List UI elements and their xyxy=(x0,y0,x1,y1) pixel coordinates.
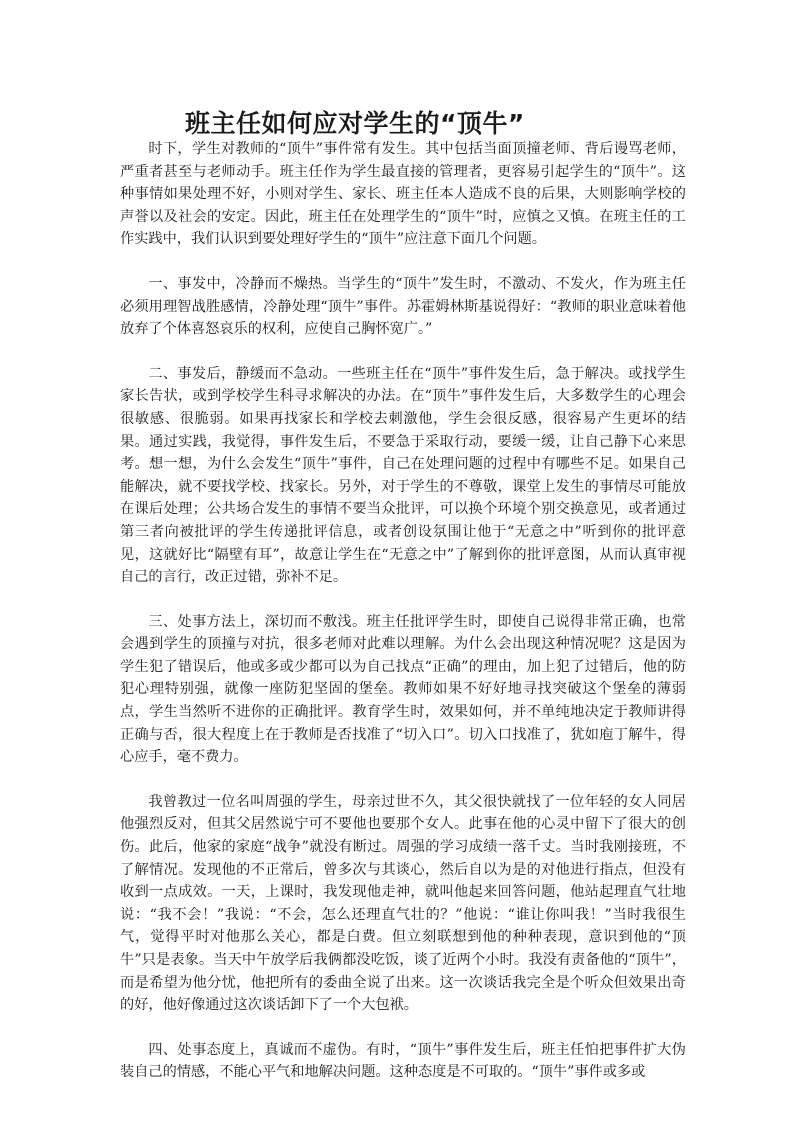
document-title: 班主任如何应对学生的“顶牛” xyxy=(185,109,525,138)
paragraph-intro: 时下，学生对教师的“顶牛”事件常有发生。其中包括当面顶撞老师、背后谩骂老师，严重者甚至与老师动手。班主任作为学生最直接的管理者，更容易引起学生的“顶牛”。这种事情如果处理不好，小则对学生、家长、班主任本人造成不良的后果，大则影响学校的声誉以及社会的安定。因此，班主任在处理学生的“顶牛”时，应慎之又慎。在班主任的工作实践中，我们认识到要处理好学生的“顶牛”应注意下面几个问题。 xyxy=(120,141,686,248)
paragraph-gap xyxy=(120,341,686,363)
paragraph-point-1: 一、事发中，冷静而不燥热。当学生的“顶牛”发生时，不激动、不发火，作为班主任必须用理智战胜感情，冷静处理“顶牛”事件。苏霍姆林斯基说得好：“教师的职业意味着他放弃了个体喜怒哀乐的权利，应使自己胸怀宽广。” xyxy=(120,275,686,338)
paragraph-gap xyxy=(120,769,686,791)
paragraph-example: 我曾教过一位名叫周强的学生，母亲过世不久，其父很快就找了一位年轻的女人同居他强烈反对，但其父居然说宁可不要他也要那个女人。此事在他的心灵中留下了很大的创伤。此后，他家的家庭“战争”就没有断过。周强的学习成绩一落千丈。当时我刚接班，不了解情况。发现他的不正常后，曾多次与其谈心，然后自以为是的对他进行指点，但没有收到一点成效。一天，上课时，我发现他走神，就叫他起来回答问题，他站起理直气壮地说：“我不会！”我说：“不会，怎么还理直气壮的？”他说：“谁让你叫我！”当时我很生气，觉得平时对他那么关心，都是白费。但立刻联想到他的种种表现，意识到他的“顶牛”只是表象。当天中午放学后我俩都没吃饭，谈了近两个小时。我没有责备他的“顶牛”，而是希望为他分忧，他把所有的委曲全说了出来。这一次谈话我完全是个听众但效果出奇的好，他好像通过这次谈话卸下了一个大包袱。 xyxy=(120,793,686,1014)
paragraph-gap xyxy=(120,589,686,611)
paragraph-point-2: 二、事发后，静缓而不急动。一些班主任在“顶牛”事件发生后，急于解决。或找学生家长告状，或到学校学生科寻求解决的办法。在“顶牛”事件发生后，大多数学生的心理会很敏感、很脆弱。如果再找家长和学校去刺激他，学生会很反感，很容易产生更坏的结果。通过实践，我觉得，事件发生后，不要急于采取行动，要缓一缓，让自己静下心来思考。想一想，为什么会发生“顶牛”事件，自己在处理问题的过程中有哪些不足。如果自己能解决，就不要找学校、找家长。另外，对于学生的不尊敬，课堂上发生的事情尽可能放在课后处理；公共场合发生的事情不要当众批评，可以换个环境个别交换意见，或者通过第三者向被批评的学生传递批评信息，或者创设氛围让他于“无意之中”听到你的批评意见，这就好比“隔壁有耳”，故意让学生在“无意之中”了解到你的批评意图，从而认真审视自己的言行，改正过错，弥补不足。 xyxy=(120,365,686,586)
paragraph-point-3: 三、处事方法上，深切而不敷浅。班主任批评学生时，即使自己说得非常正确，也常会遇到学生的顶撞与对抗，很多老师对此难以理解。为什么会出现这种情况呢？这是因为学生犯了错误后，他或多或少都可以为自己找点“正确”的理由，加上犯了过错后，他的防犯心理特别强，就像一座防犯坚固的堡垒。教师如果不好好地寻找突破这个堡垒的薄弱点，学生当然听不进你的正确批评。教育学生时，效果如何，并不单纯地决定于教师讲得正确与否，很大程度上在于教师是否找准了“切入口”。切入口找准了，犹如庖丁解牛，得心应手，毫不费力。 xyxy=(120,613,686,766)
paragraph-gap xyxy=(120,251,686,273)
paragraph-point-4: 四、处事态度上，真诚而不虚伪。有时，“顶牛”事件发生后，班主任怕把事件扩大伪装自己的情感，不能心平气和地解决问题。这种态度是不可取的。“顶牛”事件或多或 xyxy=(120,1041,686,1081)
document-body xyxy=(120,138,686,1084)
paragraph-gap xyxy=(120,1017,686,1039)
